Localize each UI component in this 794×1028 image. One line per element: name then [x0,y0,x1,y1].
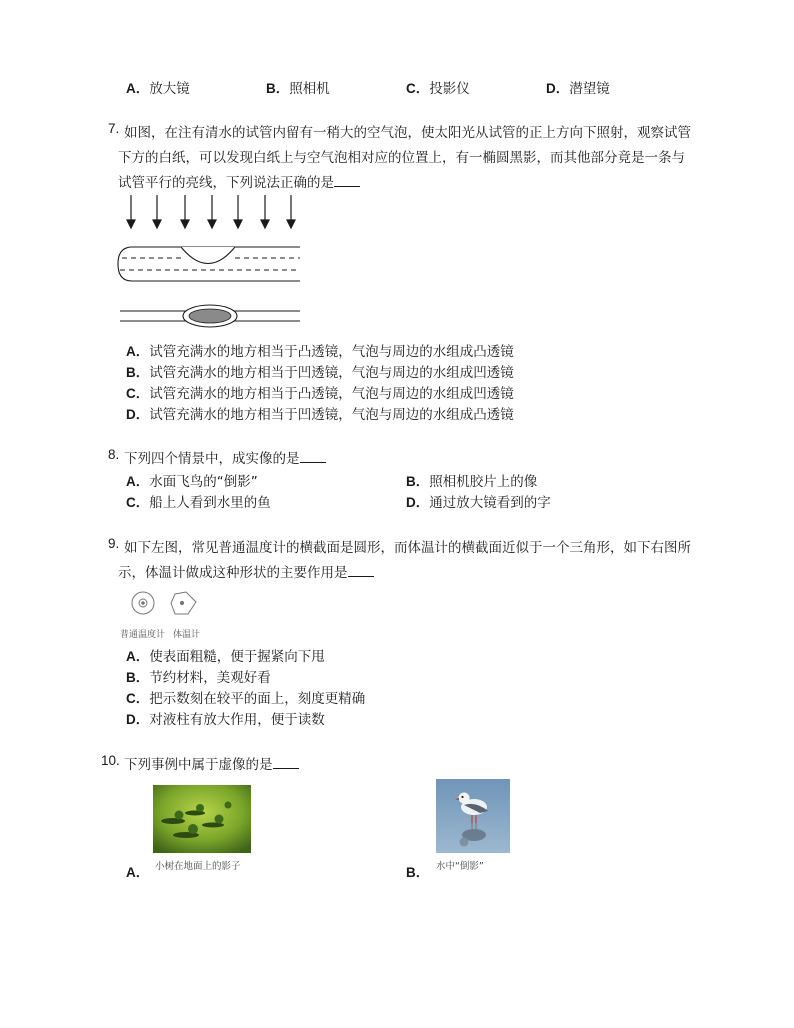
test-tube [118,247,300,281]
q8-stem [124,447,326,467]
option-letter: C． [126,495,150,510]
option-text: 潜望镜 [569,81,610,97]
q6-option-d[interactable] [546,77,610,97]
caption-bird-reflection: 水中“倒影” [436,861,484,872]
q8-option-b[interactable] [406,470,537,490]
option-text: 水面飞鸟的“倒影” [149,474,258,490]
option-letter: D． [546,81,570,96]
q8-option-d[interactable] [406,491,551,511]
q6-option-b[interactable] [266,77,330,97]
paper-shadow [120,305,300,327]
option-text: 试管充满水的地方相当于凸透镜，气泡与周边的水组成凸透镜 [149,344,514,360]
option-letter: A． [126,865,150,880]
q7-stem-text: 试管平行的亮线，下列说法正确的是 [118,175,334,191]
q7-option-a[interactable] [126,340,514,360]
q10-option-b[interactable] [406,861,429,881]
caption-ordinary-thermometer: 普通温度计 [120,630,166,640]
option-letter: B． [266,81,290,96]
option-text: 使表面粗糙，便于握紧向下甩 [149,649,325,665]
q10-stem [124,753,299,773]
answer-blank [273,756,299,769]
option-letter: B． [126,365,150,380]
option-text: 对液柱有放大作用，便于读数 [149,712,325,728]
option-letter: A． [126,344,150,359]
q9-option-c[interactable] [126,687,365,707]
caption-tree-shadow: 小树在地面上的影子 [155,861,241,872]
q7-option-c[interactable] [126,382,514,402]
answer-blank [300,450,326,463]
option-text: 投影仪 [429,81,470,97]
tree-shadow-photo [153,785,251,853]
q8-option-c[interactable] [126,491,271,511]
sunlight-arrows [127,195,295,228]
caption-clinical-thermometer: 体温计 [173,630,201,640]
q6-option-a[interactable] [126,77,190,97]
q9-stem-line2 [118,561,374,581]
q7-test-tube-figure [110,190,310,330]
option-letter: B． [126,670,150,685]
q9-option-d[interactable] [126,708,325,728]
option-letter: A． [126,81,150,96]
option-letter: D． [126,712,150,727]
option-text: 照相机胶片上的像 [429,474,538,490]
q9-option-b[interactable] [126,666,271,686]
option-text: 试管充满水的地方相当于凸透镜，气泡与周边的水组成凹透镜 [149,386,514,402]
option-text: 试管充满水的地方相当于凹透镜，气泡与周边的水组成凸透镜 [149,407,514,423]
q8-option-a[interactable] [126,470,258,490]
option-text: 节约材料，美观好看 [149,670,271,686]
option-letter: D． [126,407,150,422]
option-letter: D． [406,495,430,510]
answer-blank [334,174,360,187]
q10-number: 10. [101,753,120,768]
option-letter: A． [126,474,150,489]
option-text: 把示数刻在较平的面上，刻度更精确 [149,691,366,707]
option-letter: C． [406,81,430,96]
answer-blank [348,564,374,577]
q7-number: 7. [108,121,120,136]
q7-option-b[interactable] [126,361,514,381]
option-text: 照相机 [289,81,330,97]
q7-stem-line1: 如图，在注有清水的试管内留有一稍大的空气泡，使太阳光从试管的正上方向下照射，观察试管 [124,125,691,141]
option-text: 通过放大镜看到的字 [429,495,551,511]
option-letter: B． [406,474,430,489]
option-text: 试管充满水的地方相当于凹透镜，气泡与周边的水组成凹透镜 [149,365,514,381]
triangular-cross-section [171,592,196,614]
bird-reflection-photo [436,779,510,853]
q7-option-d[interactable] [126,403,514,423]
thermometer-cross-section-figure [118,588,208,626]
option-letter: C． [126,691,150,706]
q7-stem-line2: 下方的白纸，可以发现白纸上与空气泡相对应的位置上，有一椭圆黑影，而其他部分竟是一条与 [118,150,685,166]
round-cross-section [132,592,154,614]
option-text: 放大镜 [149,81,190,97]
option-letter: A． [126,649,150,664]
q10-option-a[interactable] [126,861,149,881]
q8-number: 8. [108,447,120,462]
option-letter: C． [126,386,150,401]
q8-stem-text: 下列四个情景中，成实像的是 [124,451,300,467]
q9-stem-line1: 如下左图，常见普通温度计的横截面是圆形，而体温计的横截面近似于一个三角形，如下右图所 [124,540,691,556]
q9-option-a[interactable] [126,645,325,665]
option-text: 船上人看到水里的鱼 [149,495,271,511]
option-letter: B． [406,865,430,880]
q9-number: 9. [108,536,120,551]
q6-option-c[interactable] [406,77,470,97]
q9-stem-text: 示，体温计做成这种形状的主要作用是 [118,565,348,581]
q7-stem-line3 [118,171,360,191]
q10-stem-text: 下列事例中属于虚像的是 [124,757,273,773]
